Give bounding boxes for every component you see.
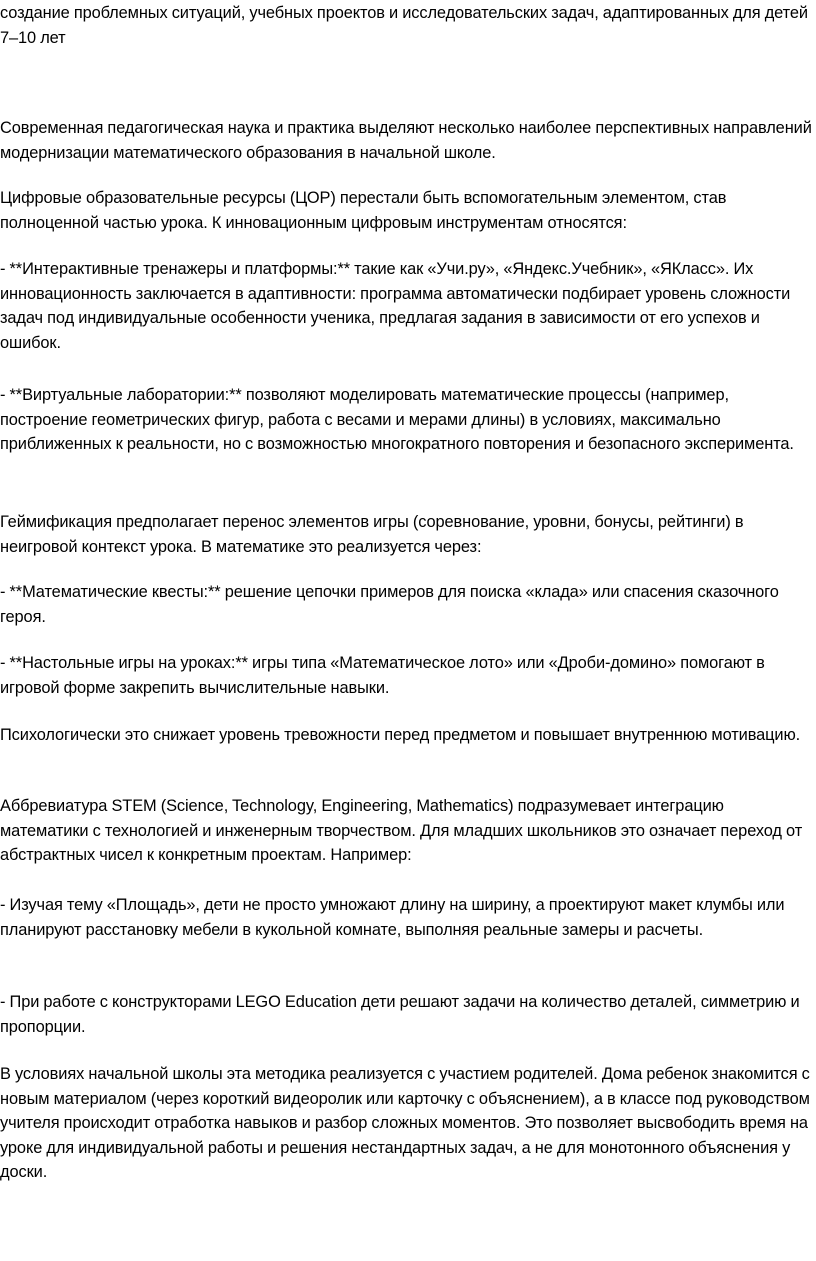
paragraph-gamification: Геймификация предполагает перенос элементов игры (соревнование, уровни, бонусы, рейтинги) в неигровой контекст урока. В математике это реализуется через: [0, 513, 744, 556]
list-item-board-games: - **Настольные игры на уроках:** игры типа «Математическое лото» или «Дроби-домино» помогают в игровой форме закрепить вычислительные навыки. [0, 654, 765, 697]
list-item-virtual-labs: - **Виртуальные лаборатории:** позволяют моделировать математические процессы (например, построение геометрических фигур, работа с весами и мерами длины) в условиях, максимально приближенных к реальности, но с возможностью многократного повторения и безопасного эксперимента. [0, 386, 794, 453]
paragraph-stem: Аббревиатура STEM (Science, Technology, Engineering, Mathematics) подразумевает интеграцию математики с технологией и инженерным творчеством. Для младших школьников это означает переход от абстрактных чисел к конкретным проектам. Например: [0, 797, 803, 864]
paragraph-digital-resources: Цифровые образовательные ресурсы (ЦОР) перестали быть вспомогательным элементом, став полноценной частью урока. К инновационным цифровым инструментам относятся: [0, 189, 727, 232]
list-item-math-quests: - **Математические квесты:** решение цепочки примеров для поиска «клада» или спасения сказочного героя. [0, 583, 779, 626]
intro-text: создание проблемных ситуаций, учебных проектов и исследовательских задач, адаптированных для детей 7–10 лет [0, 4, 808, 47]
list-item-area-topic: - Изучая тему «Площадь», дети не просто умножают длину на ширину, а проектируют макет клумбы или планируют расстановку мебели в кукольной комнате, выполняя реальные замеры и расчеты. [0, 896, 785, 939]
paragraph-flipped-class: В условиях начальной школы эта методика реализуется с участием родителей. Дома ребенок знакомится с новым материалом (через короткий видеоролик или карточку с объяснением), а в классе под руководством учителя происходит отработка навыков и разбор сложных моментов. Это позволяет высвободить время на уроке для индивидуальной работы и решения нестандартных задач, а не для монотонного объяснения у доски. [0, 1065, 810, 1181]
list-item-lego-education: - При работе с конструкторами LEGO Education дети решают задачи на количество деталей, симметрию и пропорции. [0, 993, 800, 1036]
paragraph-modernization: Современная педагогическая наука и практика выделяют несколько наиболее перспективных направлений модернизации математического образования в начальной школе. [0, 119, 812, 162]
list-item-interactive-trainers: - **Интерактивные тренажеры и платформы:** такие как «Учи.ру», «Яндекс.Учебник», «ЯКласс». Их инновационность заключается в адаптивности: программа автоматически подбирает уровень сложности задач под индивидуальные особенности ученика, предлагая задания в зависимости от его успехов и ошибок. [0, 260, 791, 352]
paragraph-psychology: Психологически это снижает уровень тревожности перед предметом и повышает внутреннюю мотивацию. [0, 726, 801, 744]
